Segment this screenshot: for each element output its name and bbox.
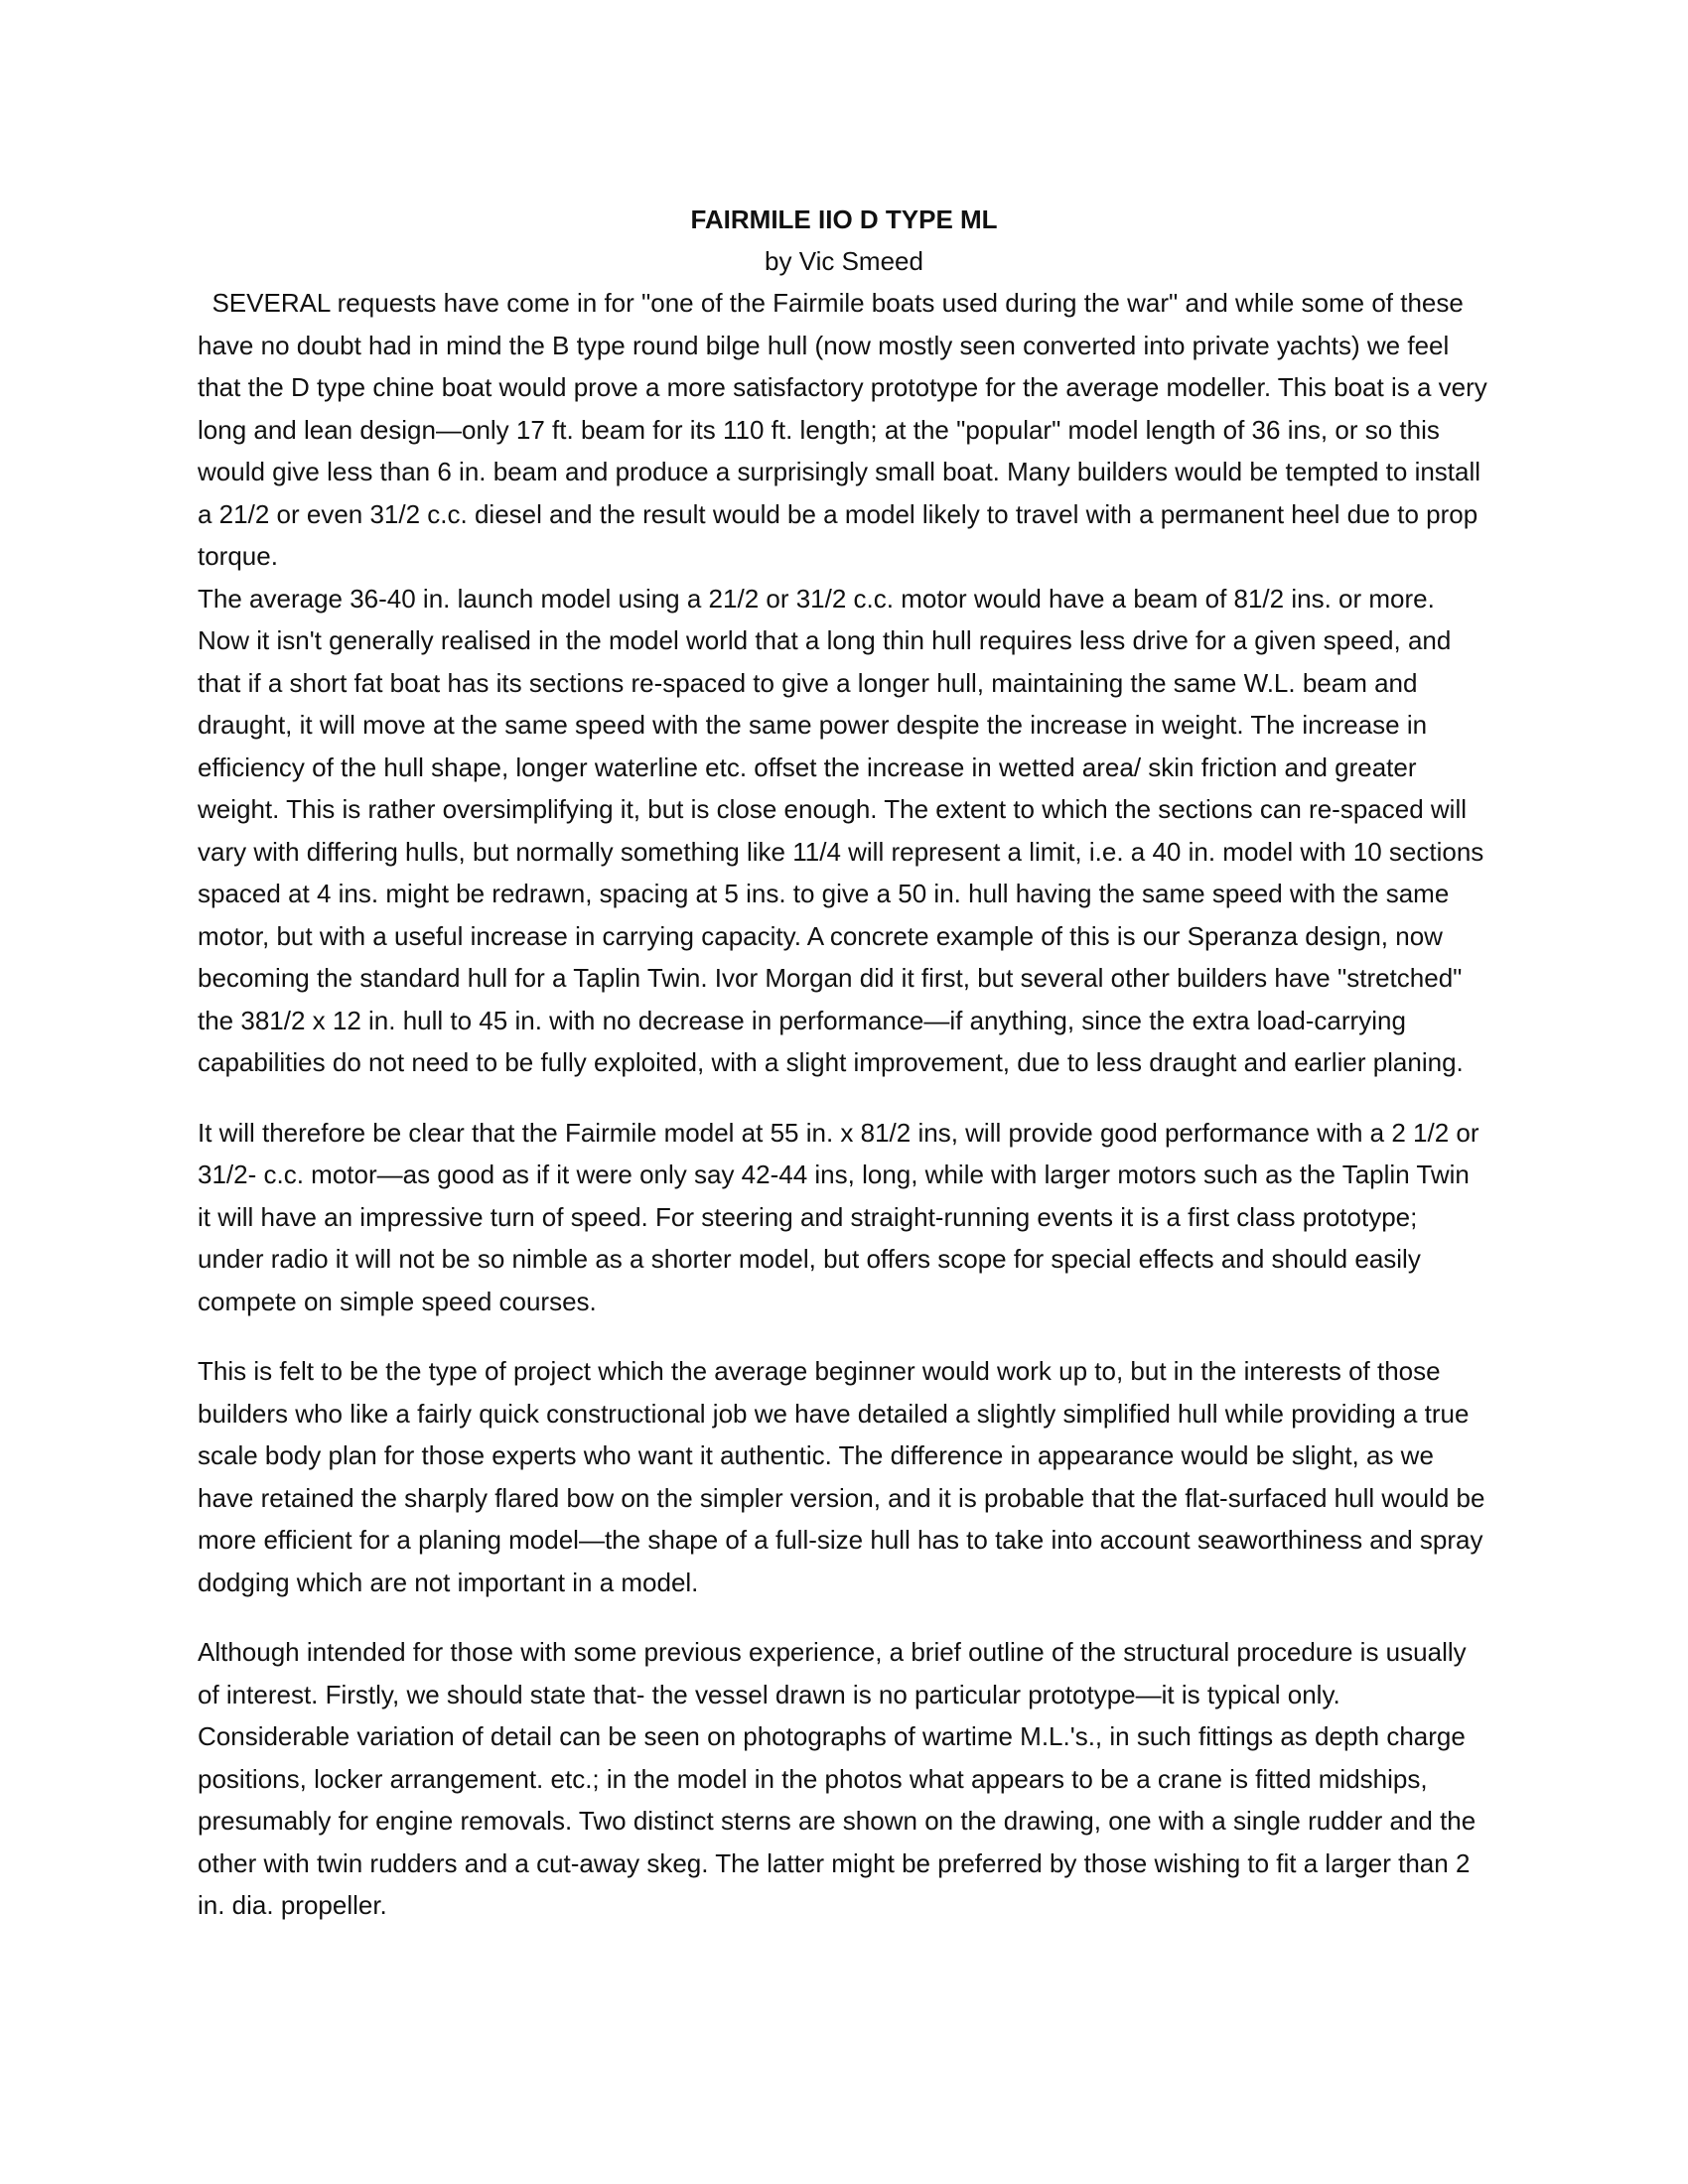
paragraph-hull-theory: The average 36-40 in. launch model using a 21/2 or 31/2 c.c. motor would have a beam of 81/2 ins. or more. Now it isn't generally realised in the model world that a long thin hull requires less drive for a given speed, and that if a short fat boat has its sections re-spaced to give a longer hull, maintaining the same W.L. beam and draught, it will move at the same speed with the same power despite the increase in weight. The increase in efficiency of the hull shape, longer waterline etc. offset the increase in wetted area/ skin friction and greater weight. This is rather oversimplifying it, but is close enough. The extent to which the sections can re-spaced will vary with differing hulls, but normally something like 11/4 will represent a limit, i.e. a 40 in. model with 10 sections spaced at 4 ins. might be redrawn, spacing at 5 ins. to give a 50 in. hull having the same speed with the same motor, but with a useful increase in carrying capacity. A concrete example of this is our Speranza design, now becoming the standard hull for a Taplin Twin. Ivor Morgan did it first, but several other builders have "stretched" the 381/2 x 12 in. hull to 45 in. with no decrease in performance—if anything, since the extra load-carrying capabilities do not need to be fully exploited, with a slight improvement, due to less draught and earlier planing. (198, 583, 1484, 1077)
article-byline: by Vic Smeed (765, 246, 923, 276)
article-header (0, 199, 1688, 282)
paragraph-project-scope: This is felt to be the type of project which the average beginner would work up to, but in the interests of those builders who like a fairly quick constructional job we have detailed a slightly simplified hull while providing a true scale body plan for those experts who want it authentic. The difference in appearance would be slight, as we have retained the sharply flared bow on the simpler version, and it is probable that the flat-surfaced hull would be more efficient for a planing model—the shape of a full-size hull has to take into account seaworthiness and spray dodging which are not important in a model. (198, 1356, 1485, 1597)
paragraph-structure: Although intended for those with some previous experience, a brief outline of the structural procedure is usually of interest. Firstly, we should state that- the vessel drawn is no particular prototype—it is typical only. Considerable variation of detail can be seen on photographs of wartime M.L.'s., in such fittings as depth charge positions, locker arrangement. etc.; in the model in the photos what appears to be a crane is fitted midships, presumably for engine removals. Two distinct sterns are shown on the drawing, one with a single rudder and the other with twin rudders and a cut-away skeg. The latter might be preferred by those wishing to fit a larger than 2 in. dia. propeller. (198, 1637, 1477, 1920)
paragraph-performance: It will therefore be clear that the Fairmile model at 55 in. x 81/2 ins, will provide good performance with a 2 1/2 or 31/2- c.c. motor—as good as if it were only say 42-44 ins, long, while with larger motors such as the Taplin Twin it will have an impressive turn of speed. For steering and straight-running events it is a first class prototype; under radio it will not be so nimble as a shorter model, but offers scope for special effects and should easily compete on simple speed courses. (198, 1117, 1479, 1316)
paragraph-intro: SEVERAL requests have come in for "one of the Fairmile boats used during the war" and while some of these have no doubt had in mind the B type round bilge hull (now mostly seen converted into private yachts) we feel that the D type chine boat would prove a more satisfactory prototype for the average modeller. This boat is a very long and lean design—only 17 ft. beam for its 110 ft. length; at the "popular" model length of 36 ins, or so this would give less than 6 in. beam and produce a surprisingly small boat. Many builders would be tempted to install a 21/2 or even 31/2 c.c. diesel and the result would be a model likely to travel with a permanent heel due to prop torque. (198, 288, 1487, 571)
article-title: FAIRMILE IIO D TYPE ML (690, 205, 998, 234)
article-body (198, 282, 1488, 1927)
